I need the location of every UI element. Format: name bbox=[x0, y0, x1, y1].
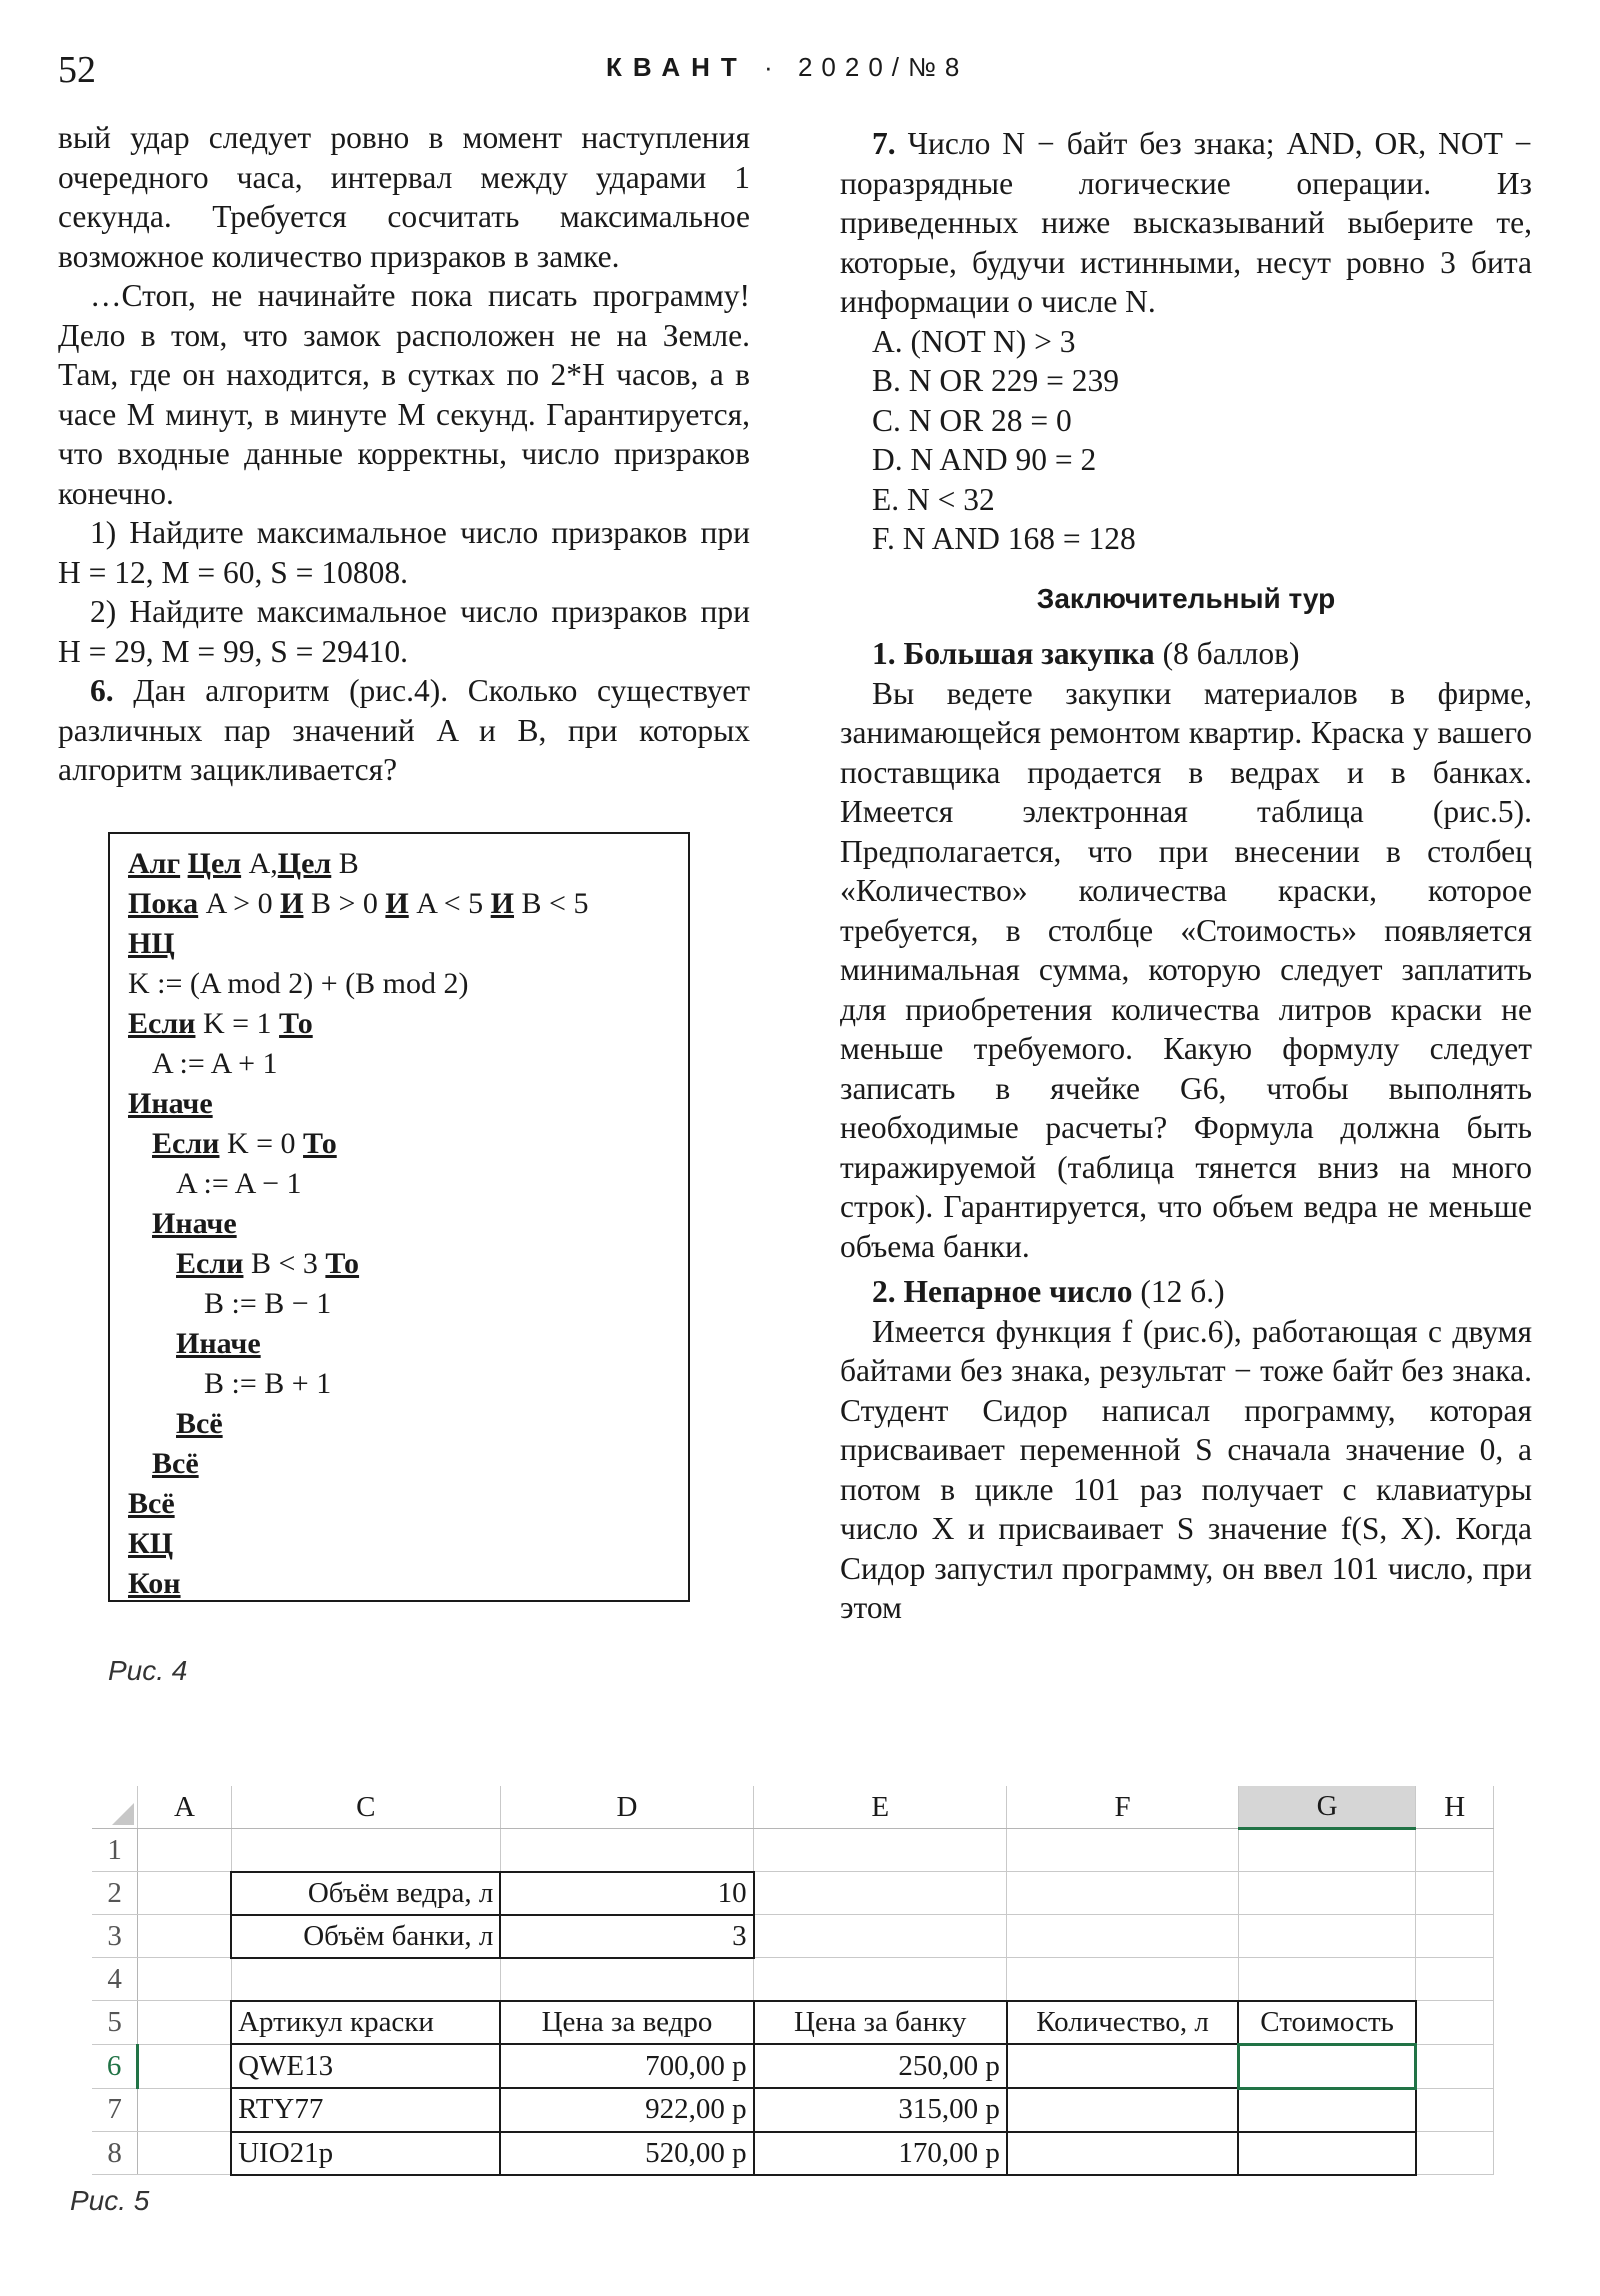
algorithm-line bbox=[128, 1324, 688, 1364]
cell-d4[interactable] bbox=[500, 1958, 753, 2001]
right-column bbox=[840, 124, 1532, 1628]
algorithm-text: A, bbox=[241, 847, 278, 880]
table-row bbox=[92, 2088, 1494, 2132]
cell-d2[interactable]: 10 bbox=[500, 1872, 753, 1915]
algorithm-keyword: Цел bbox=[277, 847, 332, 880]
algorithm-line bbox=[128, 884, 688, 924]
task-2-text: Имеется функция f (рис.6), работающая с двумя байтами без знака, результат − тоже байт без знака. Студент Сидор написал программу, которая присваивает переменной S сначала значение 0, а потом в цикле 101 раз получает с клавиатуры число X и присваивает S значение f(S, X). Когда Сидор запустил программу, он ввел 101 число, при этом bbox=[840, 1313, 1532, 1625]
problem-6-text: Дан алгоритм (рис.4). Сколько существует различных пар значений A и B, при которых алгоритм зацикливается? bbox=[58, 673, 750, 787]
column-header-row bbox=[92, 1786, 1494, 1829]
cell-f5[interactable]: Количество, л bbox=[1007, 2001, 1238, 2045]
algorithm-keyword: Всё bbox=[176, 1407, 223, 1440]
cell-f3[interactable] bbox=[1007, 1915, 1238, 1958]
algorithm-line bbox=[128, 1004, 688, 1044]
left-column bbox=[58, 118, 750, 790]
spreadsheet-table bbox=[92, 1786, 1494, 2176]
problem-6-number: 6. bbox=[90, 673, 114, 708]
cell-e1[interactable] bbox=[754, 1829, 1007, 1872]
cell-c6[interactable]: QWE13 bbox=[231, 2044, 500, 2088]
algorithm-keyword: Иначе bbox=[176, 1327, 261, 1360]
cell-d5[interactable]: Цена за ведро bbox=[500, 2001, 753, 2045]
algorithm-text: B bbox=[331, 847, 359, 880]
issue-number: 2020/№8 bbox=[797, 52, 969, 82]
cell-h3[interactable] bbox=[1416, 1915, 1494, 1958]
algorithm-keyword: КЦ bbox=[128, 1527, 174, 1560]
option-d: D. N AND 90 = 2 bbox=[872, 442, 1097, 477]
algorithm-line bbox=[128, 1484, 688, 1524]
option-b: B. N OR 229 = 239 bbox=[872, 363, 1120, 398]
column-header-c[interactable]: C bbox=[231, 1786, 500, 1829]
select-all-corner[interactable] bbox=[92, 1786, 138, 1829]
algorithm-keyword: Иначе bbox=[152, 1207, 237, 1240]
cell-h5[interactable] bbox=[1416, 2001, 1494, 2045]
algorithm-keyword: И bbox=[280, 887, 304, 920]
table-row bbox=[92, 1915, 1494, 1958]
figure-4-caption: Рис. 4 bbox=[108, 1655, 188, 1686]
cell-c7[interactable]: RTY77 bbox=[231, 2088, 500, 2132]
algorithm-text: B < 5 bbox=[514, 887, 589, 920]
algorithm-keyword: Алг bbox=[128, 847, 181, 880]
cell-g6[interactable] bbox=[1238, 2044, 1416, 2088]
task-1-points: (8 баллов) bbox=[1154, 636, 1300, 671]
running-head bbox=[606, 52, 968, 83]
cell-a8[interactable] bbox=[138, 2132, 231, 2175]
paragraph-stop: …Стоп, не начинайте пока писать программу! Дело в том, что замок расположен не на Земле. Там, где он находится, в сутках по 2*H часов, а в часе M минут, в минуте M секунд. Гарантируется, что входные данные корректны, число призраков конечно. bbox=[58, 278, 750, 511]
algorithm-line bbox=[128, 1044, 688, 1084]
cell-e6[interactable]: 250,00 р bbox=[754, 2044, 1007, 2088]
row-number[interactable]: 7 bbox=[92, 2088, 138, 2132]
algorithm-line bbox=[128, 1524, 688, 1564]
cell-g2[interactable] bbox=[1238, 1872, 1416, 1915]
cell-e2[interactable] bbox=[754, 1872, 1007, 1915]
row-number[interactable]: 2 bbox=[92, 1872, 138, 1915]
page-number: 52 bbox=[58, 49, 96, 91]
cell-g1[interactable] bbox=[1238, 1829, 1416, 1872]
question-1: 1) Найдите максимальное число призраков при H = 12, M = 60, S = 10808. bbox=[58, 515, 750, 590]
table-row bbox=[92, 2132, 1494, 2175]
algorithm-keyword: Иначе bbox=[128, 1087, 213, 1120]
question-2: 2) Найдите максимальное число призраков при H = 29, M = 99, S = 29410. bbox=[58, 594, 750, 669]
table-row bbox=[92, 2001, 1494, 2045]
option-a: A. (NOT N) > 3 bbox=[872, 323, 1076, 359]
cell-e4[interactable] bbox=[754, 1958, 1007, 2001]
algorithm-text: B := B + 1 bbox=[204, 1367, 332, 1400]
algorithm-text: K := (A mod 2) + (B mod 2) bbox=[128, 967, 469, 1000]
cell-g4[interactable] bbox=[1238, 1958, 1416, 2001]
cell-h7[interactable] bbox=[1416, 2088, 1494, 2132]
algorithm-line bbox=[128, 1244, 688, 1284]
cell-e5[interactable]: Цена за банку bbox=[754, 2001, 1007, 2045]
algorithm-keyword: То bbox=[279, 1007, 313, 1040]
table-row bbox=[92, 1829, 1494, 1872]
algorithm-keyword: То bbox=[325, 1247, 360, 1280]
algorithm-line bbox=[128, 1084, 688, 1124]
cell-c5[interactable]: Артикул краски bbox=[231, 2001, 500, 2045]
algorithm-text: B := B − 1 bbox=[204, 1287, 332, 1320]
algorithm-line bbox=[128, 844, 688, 884]
problem-7 bbox=[840, 124, 1532, 322]
column-header-d[interactable]: D bbox=[500, 1786, 753, 1829]
algorithm-text: A > 0 bbox=[198, 887, 281, 920]
cell-h2[interactable] bbox=[1416, 1872, 1494, 1915]
algorithm-keyword: Цел bbox=[187, 847, 242, 880]
algorithm-line bbox=[128, 1164, 688, 1204]
algorithm-keyword: И bbox=[490, 887, 515, 920]
algorithm-line bbox=[128, 1284, 688, 1324]
problem-7-number: 7. bbox=[872, 126, 896, 161]
algorithm-keyword: И bbox=[385, 887, 409, 920]
algorithm-keyword: Если bbox=[152, 1127, 220, 1160]
row-number[interactable]: 3 bbox=[92, 1915, 138, 1958]
task-2-points: (12 б.) bbox=[1132, 1274, 1225, 1309]
cell-a2[interactable] bbox=[138, 1872, 231, 1915]
magazine-title: КВАНТ bbox=[606, 52, 748, 82]
cell-e7[interactable]: 315,00 р bbox=[754, 2088, 1007, 2132]
cell-f2[interactable] bbox=[1007, 1872, 1238, 1915]
cell-d1[interactable] bbox=[500, 1829, 753, 1872]
algorithm-keyword: Пока bbox=[128, 887, 199, 920]
column-header-e[interactable]: E bbox=[754, 1786, 1007, 1829]
cell-a3[interactable] bbox=[138, 1915, 231, 1958]
algorithm-text: K = 0 bbox=[219, 1127, 304, 1160]
algorithm-line bbox=[128, 964, 688, 1004]
algorithm-text: A < 5 bbox=[408, 887, 491, 920]
algorithm-line bbox=[128, 1444, 688, 1484]
task-1-text: Вы ведете закупки материалов в фирме, занимающейся ремонтом квартир. Краска у вашего поставщика продается в ведрах и в банках. Имеется электронная таблица (рис.5). Предполагается, что при внесении в столбец «Количество» количества краски, которое требуется, в столбце «Стоимость» появляется минимальная сумма, которую следует заплатить для приобретения количества литров краски не меньше требуемого. Какую формулу следует записать в ячейке G6, чтобы выполнять необходимые расчеты? Формула должна быть тиражируемой (таблица тянется вниз на много строк). Гарантируется, что объем ведра не меньше объема банки. bbox=[840, 675, 1532, 1264]
cell-g8[interactable] bbox=[1238, 2132, 1416, 2175]
row-number[interactable]: 4 bbox=[92, 1958, 138, 2001]
section-title: Заключительный тур bbox=[1036, 582, 1336, 614]
algorithm-text bbox=[180, 847, 188, 880]
cell-f4[interactable] bbox=[1007, 1958, 1238, 2001]
cell-h4[interactable] bbox=[1416, 1958, 1494, 2001]
cell-h1[interactable] bbox=[1416, 1829, 1494, 1872]
cell-a4[interactable] bbox=[138, 1958, 231, 2001]
task-2-heading bbox=[840, 1272, 1532, 1312]
algorithm-line bbox=[128, 924, 688, 964]
cell-g3[interactable] bbox=[1238, 1915, 1416, 1958]
cell-h6[interactable] bbox=[1416, 2044, 1494, 2088]
algorithm-text: B > 0 bbox=[303, 887, 386, 920]
problem-7-text: Число N − байт без знака; AND, OR, NOT − поразрядные логические операции. Из приведенных ниже высказываний выберите те, которые, будучи истинными, несут ровно 3 бита информации о числе N. bbox=[840, 126, 1532, 319]
column-header-h[interactable]: H bbox=[1416, 1786, 1494, 1829]
paragraph-continued: вый удар следует ровно в момент наступления очередного часа, интервал между ударами 1 секунда. Требуется сосчитать максимальное возможное количество призраков в замке. bbox=[58, 120, 750, 274]
algorithm-keyword: Всё bbox=[152, 1447, 199, 1480]
cell-h8[interactable] bbox=[1416, 2132, 1494, 2175]
algorithm-text: B < 3 bbox=[243, 1247, 326, 1280]
column-header-f[interactable]: F bbox=[1007, 1786, 1238, 1829]
spreadsheet-figure bbox=[92, 1786, 1494, 2169]
option-c: C. N OR 28 = 0 bbox=[872, 402, 1072, 438]
cell-d3[interactable]: 3 bbox=[500, 1915, 753, 1958]
cell-c3[interactable]: Объём банки, л bbox=[231, 1915, 500, 1958]
cell-d6[interactable]: 700,00 р bbox=[500, 2044, 753, 2088]
table-row bbox=[92, 1872, 1494, 1915]
figure-5-caption: Рис. 5 bbox=[70, 2185, 150, 2216]
algorithm-text: K = 1 bbox=[195, 1007, 280, 1040]
cell-a7[interactable] bbox=[138, 2088, 231, 2132]
cell-c4[interactable] bbox=[231, 1958, 500, 2001]
algorithm-line bbox=[128, 1404, 688, 1444]
cell-c1[interactable] bbox=[231, 1829, 500, 1872]
cell-a6[interactable] bbox=[138, 2044, 231, 2088]
row-number[interactable]: 5 bbox=[92, 2001, 138, 2045]
cell-a5[interactable] bbox=[138, 2001, 231, 2045]
cell-a1[interactable] bbox=[138, 1829, 231, 1872]
algorithm-line bbox=[128, 1364, 688, 1404]
cell-f7[interactable] bbox=[1007, 2088, 1238, 2132]
algorithm-line bbox=[128, 1204, 688, 1244]
cell-e8[interactable]: 170,00 р bbox=[754, 2132, 1007, 2175]
cell-e3[interactable] bbox=[754, 1915, 1007, 1958]
algorithm-keyword: Кон bbox=[128, 1567, 181, 1600]
cell-g7[interactable] bbox=[1238, 2088, 1416, 2132]
table-row bbox=[92, 1958, 1494, 2001]
separator: · bbox=[764, 52, 782, 82]
algorithm-code bbox=[128, 844, 688, 1604]
cell-f8[interactable] bbox=[1007, 2132, 1238, 2175]
cell-f6[interactable] bbox=[1007, 2044, 1238, 2088]
task-1-title: 1. Большая закупка bbox=[872, 636, 1155, 671]
option-e: E. N < 32 bbox=[872, 481, 995, 517]
algorithm-keyword: Всё bbox=[128, 1487, 175, 1520]
cell-g5[interactable]: Стоимость bbox=[1238, 2001, 1416, 2045]
algorithm-keyword: Если bbox=[176, 1247, 244, 1280]
problem-6 bbox=[58, 671, 750, 790]
row-number[interactable]: 8 bbox=[92, 2132, 138, 2175]
cell-d7[interactable]: 922,00 р bbox=[500, 2088, 753, 2132]
corner-triangle-icon bbox=[112, 1803, 134, 1825]
cell-d8[interactable]: 520,00 р bbox=[500, 2132, 753, 2175]
cell-f1[interactable] bbox=[1007, 1829, 1238, 1872]
row-number[interactable]: 1 bbox=[92, 1829, 138, 1872]
table-row bbox=[92, 2044, 1494, 2088]
row-number[interactable]: 6 bbox=[92, 2044, 138, 2088]
column-header-g[interactable]: G bbox=[1238, 1786, 1416, 1829]
task-2-title: 2. Непарное число bbox=[872, 1274, 1133, 1309]
option-f: F. N AND 168 = 128 bbox=[872, 521, 1136, 556]
cell-c8[interactable]: UIO21p bbox=[231, 2132, 500, 2175]
algorithm-keyword: Если bbox=[128, 1007, 196, 1040]
algorithm-keyword: НЦ bbox=[128, 927, 175, 960]
algorithm-figure bbox=[108, 832, 690, 1602]
algorithm-text: A := A + 1 bbox=[152, 1047, 278, 1080]
algorithm-line bbox=[128, 1124, 688, 1164]
task-1-heading bbox=[840, 634, 1532, 674]
algorithm-line bbox=[128, 1564, 688, 1604]
algorithm-text: A := A − 1 bbox=[176, 1167, 302, 1200]
algorithm-keyword: То bbox=[303, 1127, 337, 1160]
column-header-a[interactable]: A bbox=[138, 1786, 231, 1829]
cell-c2[interactable]: Объём ведра, л bbox=[231, 1872, 500, 1915]
